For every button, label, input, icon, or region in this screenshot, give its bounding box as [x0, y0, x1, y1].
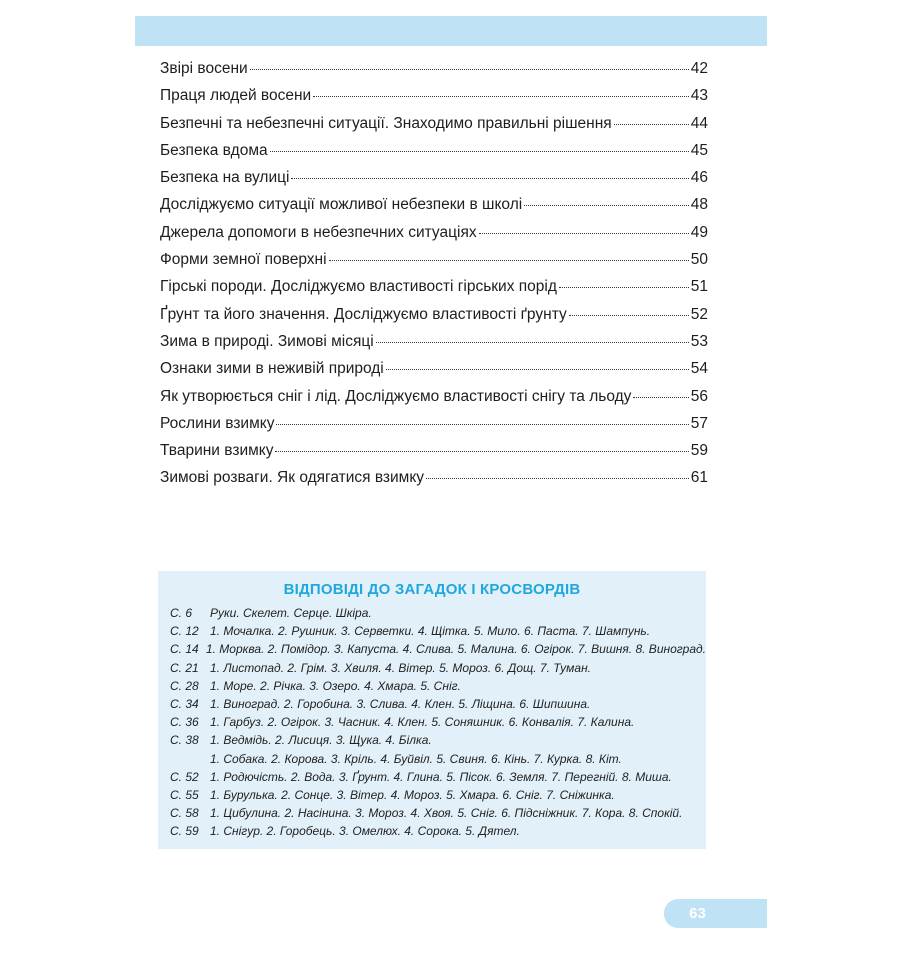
- answer-page-ref: С. 6: [170, 606, 193, 621]
- toc-entry: [160, 196, 708, 223]
- toc-leader-dots: [479, 233, 689, 234]
- answers-title: ВІДПОВІДІ ДО ЗАГАДОК І КРОСВОРДІВ: [283, 581, 581, 598]
- answer-page-ref: С. 12: [170, 624, 199, 639]
- toc-entry: [160, 115, 708, 142]
- answer-text: 1. Мочалка. 2. Рушник. 3. Серветки. 4. Щітка. 5. Мило. 6. Паста. 7. Шампунь.: [210, 624, 651, 639]
- toc-entry: [160, 306, 708, 333]
- answer-page-ref: С. 14: [170, 642, 199, 657]
- answer-text: 1. Морква. 2. Помідор. 3. Капуста. 4. Слива. 5. Малина. 6. Огірок. 7. Вишня. 8. Виноград.: [205, 642, 706, 657]
- answer-row: [158, 604, 706, 622]
- answer-row: [158, 731, 706, 749]
- toc-entry-title: Досліджуємо ситуації можливої небезпеки в школі: [160, 196, 523, 214]
- toc-entry-page: 45: [690, 141, 708, 159]
- answer-page-ref: С. 38: [170, 733, 199, 748]
- answer-page-ref: С. 55: [170, 787, 199, 802]
- answer-page-ref: С. 52: [170, 769, 199, 784]
- answer-text: 1. Листопад. 2. Грім. 3. Хвиля. 4. Вітер. 5. Мороз. 6. Дощ. 7. Туман.: [210, 660, 592, 675]
- answer-page-ref: С. 34: [170, 697, 199, 712]
- toc-entry-title: Джерела допомоги в небезпечних ситуаціях: [160, 223, 477, 241]
- answer-row: [158, 822, 706, 840]
- answer-text: 1. Родючість. 2. Вода. 3. Ґрунт. 4. Глина. 5. Пісок. 6. Земля. 7. Перегній. 8. Миша.: [210, 769, 672, 784]
- toc-entry-title: Ознаки зими в неживій природі: [160, 360, 384, 378]
- answers-list: [158, 604, 706, 840]
- toc-entry-title: Звірі восени: [160, 60, 248, 77]
- answer-page-ref: С. 28: [170, 678, 199, 693]
- toc-entry-page: 57: [690, 414, 708, 432]
- toc-entry-title: Безпека на вулиці: [160, 169, 290, 187]
- answer-row: [158, 677, 706, 695]
- toc-entry: [160, 278, 708, 305]
- toc-entry-page: 50: [690, 251, 708, 269]
- toc-entry: [160, 169, 708, 196]
- answer-row: [158, 768, 706, 786]
- top-color-band: [135, 16, 767, 46]
- toc-leader-dots: [250, 69, 689, 70]
- toc-leader-dots: [270, 151, 689, 152]
- table-of-contents: [160, 60, 708, 497]
- toc-leader-dots: [633, 397, 688, 398]
- toc-leader-dots: [376, 342, 689, 343]
- toc-entry: [160, 87, 708, 114]
- toc-leader-dots: [524, 205, 689, 206]
- toc-entry-page: 46: [690, 169, 708, 187]
- toc-leader-dots: [313, 96, 689, 97]
- toc-leader-dots: [291, 178, 688, 179]
- answer-page-ref: С. 36: [170, 715, 199, 730]
- answer-row: [158, 713, 706, 731]
- toc-entry-title: Ґрунт та його значення. Досліджуємо властивості ґрунту: [160, 305, 567, 323]
- answer-text: 1. Море. 2. Річка. 3. Озеро. 4. Хмара. 5. Сніг.: [210, 678, 461, 693]
- answer-text: 1. Цибулина. 2. Насінина. 3. Мороз. 4. Хвоя. 5. Сніг. 6. Підсніжник. 7. Кора. 8. Спокій.: [210, 806, 683, 821]
- toc-entry-title: Зима в природі. Зимові місяці: [160, 332, 374, 350]
- toc-entry: [160, 388, 708, 415]
- answer-page-ref: С. 21: [170, 660, 199, 675]
- answer-text: 1. Гарбуз. 2. Огірок. 3. Часник. 4. Клен. 5. Соняшник. 6. Конвалія. 7. Калина.: [210, 715, 635, 730]
- answer-text: 1. Виноград. 2. Горобина. 3. Слива. 4. Клен. 5. Ліщина. 6. Шипшина.: [210, 697, 591, 712]
- toc-entry-page: 59: [690, 442, 708, 460]
- toc-entry-title: Гірські породи. Досліджуємо властивості гірських порід: [160, 278, 557, 296]
- toc-leader-dots: [426, 478, 689, 479]
- answer-row: [158, 786, 706, 804]
- toc-entry-page: 52: [690, 305, 708, 323]
- page-number: 63: [689, 905, 706, 922]
- answer-text: 1. Снігур. 2. Горобець. 3. Омелюх. 4. Сорока. 5. Дятел.: [210, 824, 520, 839]
- toc-entry-page: 43: [690, 87, 708, 105]
- toc-entry: [160, 442, 708, 469]
- answer-text: 1. Собака. 2. Корова. 3. Кріль. 4. Буйвіл. 5. Свиня. 6. Кінь. 7. Курка. 8. Кіт.: [210, 751, 622, 766]
- toc-entry-title: Зимові розваги. Як одягатися взимку: [160, 469, 425, 487]
- toc-entry-page: 56: [690, 387, 708, 405]
- toc-leader-dots: [386, 369, 689, 370]
- toc-entry: [160, 224, 708, 251]
- toc-entry-page: 61: [690, 469, 708, 487]
- answer-row: [158, 659, 706, 677]
- toc-entry: [160, 251, 708, 278]
- toc-entry-page: 53: [690, 332, 708, 350]
- toc-entry-title: Праця людей восени: [160, 87, 312, 105]
- toc-entry-page: 48: [690, 196, 708, 214]
- toc-leader-dots: [275, 451, 688, 452]
- answers-box: [158, 571, 706, 849]
- toc-entry-page: 54: [690, 360, 708, 378]
- toc-entry: [160, 142, 708, 169]
- page-number-tab: [664, 899, 767, 928]
- toc-entry: [160, 469, 708, 496]
- answer-text: 1. Бурулька. 2. Сонце. 3. Вітер. 4. Мороз. 5. Хмара. 6. Сніг. 7. Сніжинка.: [210, 787, 615, 802]
- answer-row: [158, 750, 706, 768]
- toc-leader-dots: [614, 124, 689, 125]
- toc-entry: [160, 333, 708, 360]
- answer-text: Руки. Скелет. Серце. Шкіра.: [210, 606, 372, 621]
- answer-text: 1. Ведмідь. 2. Лисиця. 3. Щука. 4. Білка.: [210, 733, 432, 748]
- toc-entry-page: 51: [690, 278, 708, 296]
- answer-row: [158, 622, 706, 640]
- toc-entry-title: Тварини взимку: [160, 442, 274, 460]
- toc-entry: [160, 415, 708, 442]
- answer-page-ref: С. 59: [170, 824, 199, 839]
- toc-entry-title: Рослини взимку: [160, 414, 275, 432]
- toc-leader-dots: [569, 315, 689, 316]
- toc-entry-page: 44: [690, 114, 708, 132]
- toc-entry-page: 42: [690, 60, 708, 77]
- toc-entry-title: Форми земної поверхні: [160, 251, 327, 269]
- toc-entry-page: 49: [690, 223, 708, 241]
- toc-entry: [160, 60, 708, 87]
- toc-entry-title: Безпечні та небезпечні ситуації. Знаходимо правильні рішення: [160, 114, 612, 132]
- toc-leader-dots: [276, 424, 688, 425]
- toc-leader-dots: [329, 260, 689, 261]
- toc-leader-dots: [559, 287, 689, 288]
- answer-page-ref: С. 58: [170, 806, 199, 821]
- toc-entry-title: Безпека вдома: [160, 141, 268, 159]
- toc-entry: [160, 360, 708, 387]
- answer-row: [158, 695, 706, 713]
- answer-row: [158, 640, 706, 658]
- answer-row: [158, 804, 706, 822]
- toc-entry-title: Як утворюється сніг і лід. Досліджуємо властивості снігу та льоду: [160, 387, 632, 405]
